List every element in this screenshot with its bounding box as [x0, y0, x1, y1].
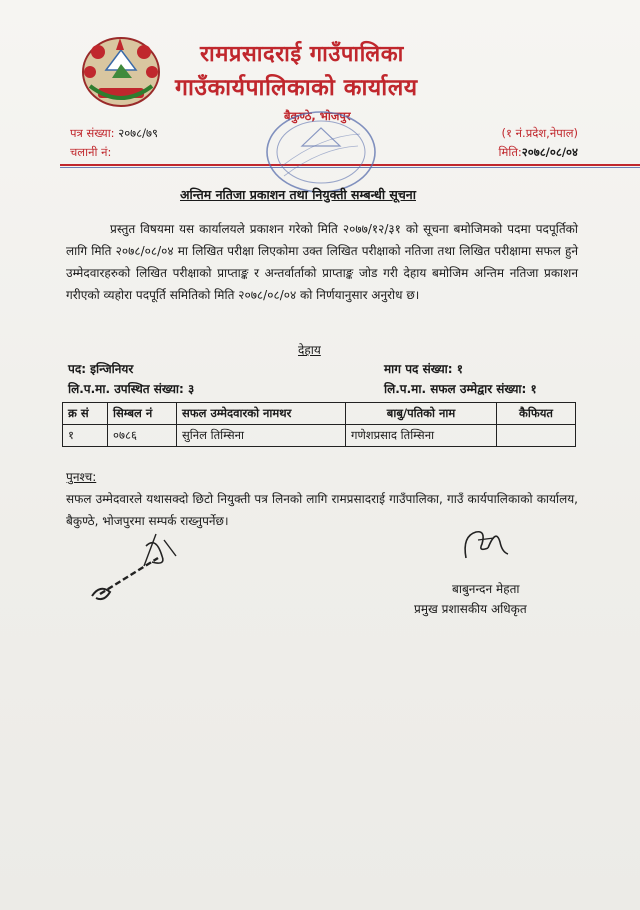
col-father-name: बाबु/पतिको नाम [346, 403, 497, 425]
notice-body: प्रस्तुत विषयमा यस कार्यालयले प्रकाशन गरेको मिति २०७७/१२/३१ को सूचना बमोजिमको पदमा पदपूर्तिको लागि मिति २०७८/०८/०४ मा लिखित परीक्षा लिएकोमा उक्त लिखित परीक्षाको नतिजा तथा लिखित परीक्षामा सफल हुने उम्मेदवारहरुको लिखित परीक्षाको प्राप्ताङ्क र अन्तर्वार्ताको प्राप्ताङ्क जोड गरी देहाय बमोजिम अन्तिम नतिजा प्रकाशन गरीएको व्यहोरा पदपूर्ति समितिको मिति २०७८/०८/०४ को निर्णयानुसार अनुरोध छ। [66, 222, 578, 302]
nepal-emblem-icon [76, 30, 166, 112]
table-row [63, 425, 576, 447]
cell-remarks [497, 425, 576, 447]
reference-block [70, 124, 158, 162]
post-line: पद: इन्जिनियर [68, 362, 134, 376]
postscript-text: सफल उम्मेदवारले यथासक्दो छिटो नियुक्ती पत्र लिनको लागि रामप्रसादराई गाउँपालिका, गाउँ कार्यपालिकाको कार्यालय, बैकुण्ठे, भोजपुरमा सम्पर्क राख्नुपर्नेछ। [66, 492, 578, 528]
col-serial: क्र सं [63, 403, 108, 425]
address: बैकुण्ठे, भोजपुर [284, 109, 351, 123]
col-remarks: कैफियत [497, 403, 576, 425]
col-symbol: सिम्बल नं [108, 403, 177, 425]
details-heading: देहाय [298, 343, 321, 357]
province-date-block [498, 124, 578, 162]
present-count-line: लि.प.मा. उपस्थित संख्या: ३ [68, 382, 195, 396]
letter-no-label: पत्र संख्या: [70, 126, 115, 140]
signer-title: प्रमुख प्रशासकीय अधिकृत [414, 602, 527, 616]
cell-symbol: ०७८६ [108, 425, 177, 447]
dispatch-no-label: चलानी नं: [70, 145, 112, 159]
col-candidate-name: सफल उम्मेदवारको नामथर [177, 403, 346, 425]
right-signature-icon [458, 518, 518, 570]
passed-count-line: लि.प.मा. सफल उम्मेद्वार संख्या: १ [384, 382, 537, 396]
left-signature-icon [86, 526, 182, 612]
cell-father-name: गणेशप्रसाद तिम्सिना [346, 425, 497, 447]
notice-subject: अन्तिम नतिजा प्रकाशन तथा नियुक्ती सम्बन्धी सूचना [180, 187, 416, 202]
table-header-row [63, 403, 576, 425]
signer-name: बाबुनन्दन मेहता [452, 582, 520, 596]
postscript-label: पुनश्च: [66, 470, 97, 484]
letter-no-value: २०७८/७९ [118, 126, 158, 140]
office-stamp-icon [262, 106, 380, 198]
cell-candidate-name: सुनिल तिम्सिना [177, 425, 346, 447]
office-name: गाउँकार्यपालिकाको कार्यालय [175, 75, 418, 101]
province: (१ नं.प्रदेश,नेपाल) [501, 126, 578, 140]
org-name: रामप्रसादराई गाउँपालिका [200, 42, 404, 67]
date-label: मिति: [498, 145, 522, 159]
date-value: २०७८/०८/०४ [521, 145, 578, 159]
demand-line: माग पद संख्या: १ [384, 362, 464, 376]
cell-serial: १ [63, 425, 108, 447]
result-table [62, 402, 576, 447]
